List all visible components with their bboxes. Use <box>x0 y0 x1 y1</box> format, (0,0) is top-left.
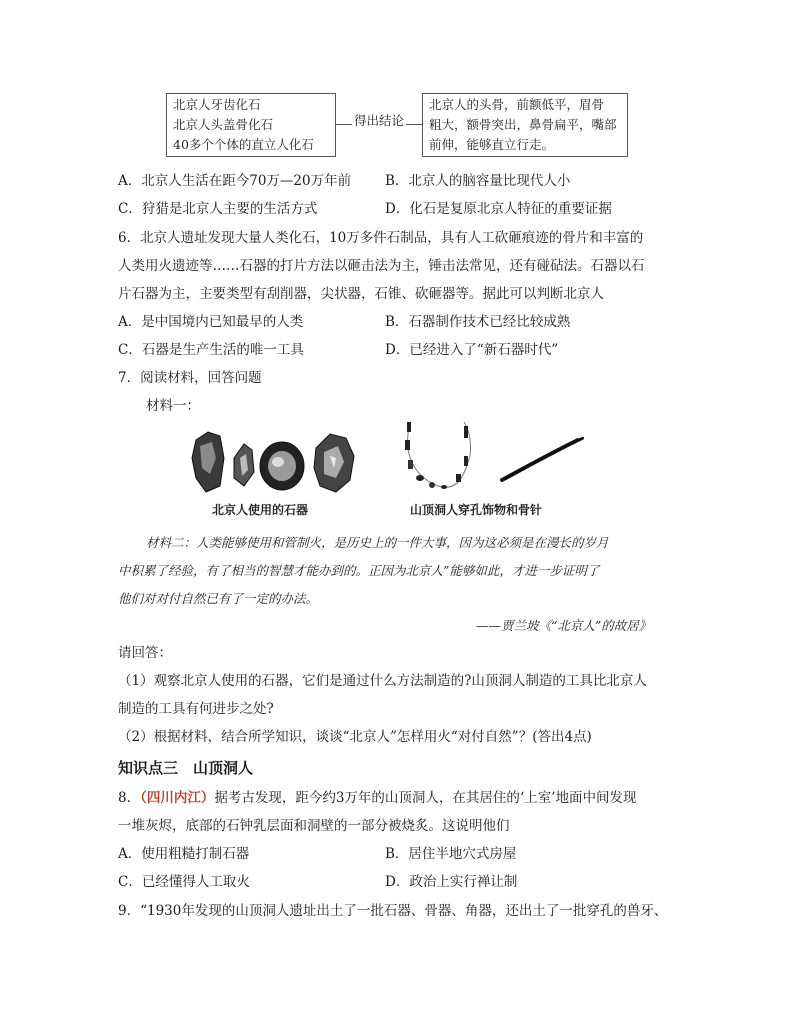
q8-number: 8． <box>118 790 141 806</box>
caption-beijing-stone-tools: 北京人使用的石器 <box>212 503 309 517</box>
q6-option-b: B．石器制作技术已经比较成熟 <box>385 314 571 330</box>
stone-tools-illustration <box>190 428 374 498</box>
q6-stem-line-2: 人类用火遗迹等……石器的打片方法以砸击法为主，锤击法常见，还有碰砧法。石器以石 <box>118 258 645 274</box>
q8-stem-line-2: 一堆灰烬，底部的石钟乳层面和洞壁的一部分被烧炙。这说明他们 <box>118 818 510 834</box>
caption-upper-cave-ornaments: 山顶洞人穿孔饰物和骨针 <box>410 503 543 517</box>
q5-option-a: A．北京人生活在距今70万—20万年前 <box>118 173 352 189</box>
q8-option-a: A．使用粗糙打制石器 <box>118 846 250 862</box>
conclusion-line-3: 前伸，能够直立行走。 <box>429 137 555 152</box>
q7-sub-2: （2）根据材料，结合所学知识，谈谈“北京人”怎样用火“对付自然”？(答出4点) <box>118 729 592 745</box>
fossil-list-box <box>166 93 336 157</box>
arrow-label: 得出结论 <box>354 113 405 128</box>
bone-needle <box>502 438 582 480</box>
q8-option-c: C．已经懂得人工取火 <box>118 874 250 890</box>
fossil-line-3: 40多个个体的直立人化石 <box>173 137 314 152</box>
material-2-line-1: 材料二：人类能够使用和管制火，是历史上的一件大事，因为这必须是在漫长的岁月 <box>146 535 609 550</box>
fossil-line-1: 北京人牙齿化石 <box>173 97 261 112</box>
material-2-line-3: 他们对对付自然已有了一定的办法。 <box>118 591 319 606</box>
q8-stem-text: 据考古发现，距今约3万年的山顶洞人，在其居住的‘上室’地面中间发现 <box>214 790 637 806</box>
fossil-line-2: 北京人头盖骨化石 <box>173 117 274 132</box>
q6-option-c: C．石器是生产生活的唯一工具 <box>118 342 304 358</box>
q7-stem: 7．阅读材料，回答问题 <box>118 370 262 386</box>
conclusion-line-1: 北京人的头骨，前额低平，眉骨 <box>429 97 605 112</box>
material-2-line-2: 中积累了经验，有了相当的智慧才能办到的。正因为北京人”能够如此，才进一步证明了 <box>118 563 600 578</box>
ornaments-and-needle-illustration <box>398 416 588 500</box>
q6-stem-line-1: 6．北京人遗址发现大量人类化石，10万多件石制品，具有人工砍砸痕迹的骨片和丰富的 <box>118 230 644 246</box>
conclusion-box <box>422 93 628 157</box>
please-answer-label: 请回答： <box>118 645 172 661</box>
conclusion-line-2: 粗大，额骨突出，鼻骨扁平，嘴部 <box>429 117 617 132</box>
material-1-label: 材料一： <box>146 398 200 414</box>
q7-sub-1-line-2: 制造的工具有何进步之处? <box>118 701 274 717</box>
q8-option-d: D．政治上实行禅让制 <box>385 874 518 890</box>
q8-region-tag: （四川内江） <box>140 790 215 806</box>
q5-option-b: B．北京人的脑容量比现代人小 <box>385 173 571 189</box>
q9-stem-line-1: 9．“1930年发现的山顶洞人遗址出土了一批石器、骨器、角器，还出土了一批穿孔的兽牙、 <box>118 903 668 919</box>
q7-sub-1-line-1: （1）观察北京人使用的石器，它们是通过什么方法制造的?山顶洞人制造的工具比北京人 <box>118 673 647 689</box>
q6-option-a: A．是中国境内已知最早的人类 <box>118 314 304 330</box>
q6-stem-line-3: 片石器为主，主要类型有刮削器，尖状器，石锥、砍砸器等。据此可以判断北京人 <box>118 286 604 302</box>
q6-option-d: D．已经进入了“新石器时代” <box>385 342 559 358</box>
q5-option-c: C．狩猎是北京人主要的生活方式 <box>118 201 318 217</box>
material-2-source: ——贾兰坡《“北京人”的故居》 <box>476 618 652 633</box>
q8-option-b: B．居住半地穴式房屋 <box>385 846 517 862</box>
q5-option-d: D．化石是复原北京人特征的重要证据 <box>385 201 612 217</box>
section-3-heading: 知识点三 山顶洞人 <box>118 759 254 777</box>
q8-stem-line-1 <box>118 789 637 807</box>
